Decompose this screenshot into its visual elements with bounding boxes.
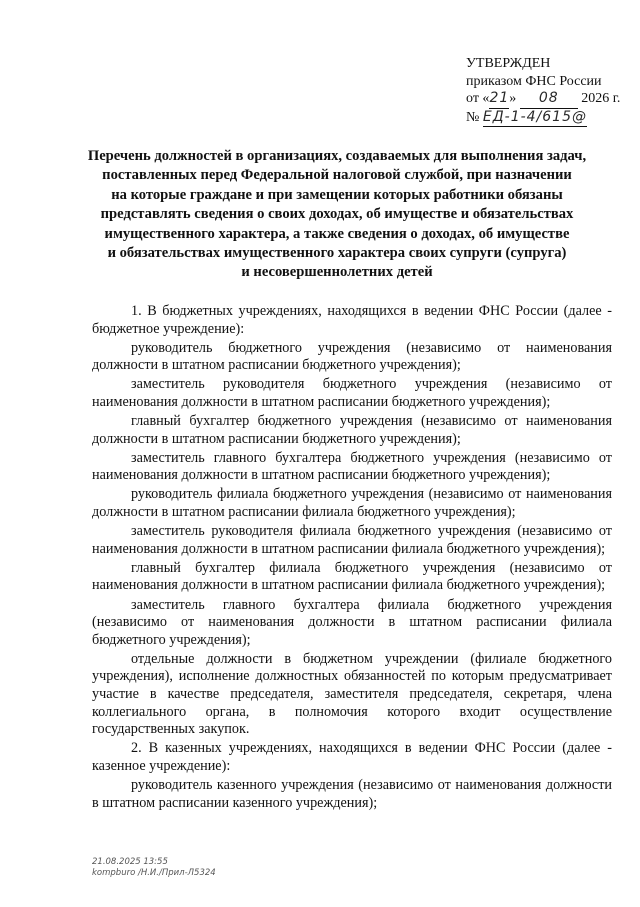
list-item: руководитель филиала бюджетного учреждения (независимо от наименования должности в штатном расписании филиала бюджетного учреждения); [92,486,612,521]
approval-heading: УТВЕРЖДЕН [466,56,551,71]
document-title [60,147,614,283]
approval-stamp [466,55,626,127]
footer-reference: kompburo /Н.И./Прил-Л5324 [92,867,216,878]
list-item: главный бухгалтер филиала бюджетного учреждения (независимо от наименования должности в штатном расписании филиала бюджетного учреждения); [92,559,612,594]
title-line: имущественного характера, а также сведения о доходах, об имуществе [104,225,570,242]
title-line: на которые граждане и при замещении которых работники обязаны [111,186,563,203]
title-line: и обязательствах имущественного характера своих супруги (супруга) [107,245,567,262]
approval-number: № ЕД-1-4/615@ [466,109,626,128]
title-line: поставленных перед Федеральной налоговой службой, при назначении [102,167,572,184]
document-footer [92,857,216,878]
list-item: заместитель руководителя бюджетного учреждения (независимо от наименования должности в штатном расписании бюджетного учреждения); [92,376,612,410]
list-item: заместитель главного бухгалтера филиала бюджетного учреждения (независимо от наименования должности в штатном расписании филиала бюджетного учреждения); [92,596,612,648]
list-item: отдельные должности в бюджетном учреждении (филиале бюджетного учреждения), исполнение должностных обязанностей по которым предусматривает участие в качестве председателя, заместителя председателя, секретаря, члена коллегиального органа, в полномочия которого входит осуществление государственных закупок. [92,650,612,738]
title-line: и несовершеннолетних детей [241,264,433,281]
approval-order: приказом ФНС России [466,73,602,89]
list-item: заместитель руководителя филиала бюджетного учреждения (независимо от наименования должности в штатном расписании филиала бюджетного учреждения); [92,523,612,557]
footer-timestamp: 21.08.2025 13:55 [92,857,168,867]
list-item: руководитель бюджетного учреждения (независимо от наименования должности в штатном расписании бюджетного учреждения); [92,339,612,374]
approval-number-value: ЕД-1-4/615@ [483,109,587,128]
document-body [92,303,612,814]
list-item: главный бухгалтер бюджетного учреждения (независимо от наименования должности в штатном расписании бюджетного учреждения); [92,413,612,447]
list-item: заместитель главного бухгалтера бюджетного учреждения (независимо от наименования должности в штатном расписании бюджетного учреждения); [92,449,612,484]
title-line: представлять сведения о своих доходах, об имуществе и обязательствах [100,206,574,223]
approval-day: 21 [489,90,509,109]
section-heading: 1. В бюджетных учреждениях, находящихся в ведении ФНС России (далее - бюджетное учреждение): [92,303,612,337]
section-heading: 2. В казенных учреждениях, находящихся в ведении ФНС России (далее - казенное учреждение): [92,740,612,774]
approval-month: 08 [520,90,578,109]
approval-date: от «21» 08 2026 г. [466,90,626,109]
title-line: Перечень должностей в организациях, создаваемых для выполнения задач, [87,148,587,164]
list-item: руководитель казенного учреждения (независимо от наименования должности в штатном расписании казенного учреждения); [92,776,612,811]
approval-year: 2026 г. [581,91,621,106]
